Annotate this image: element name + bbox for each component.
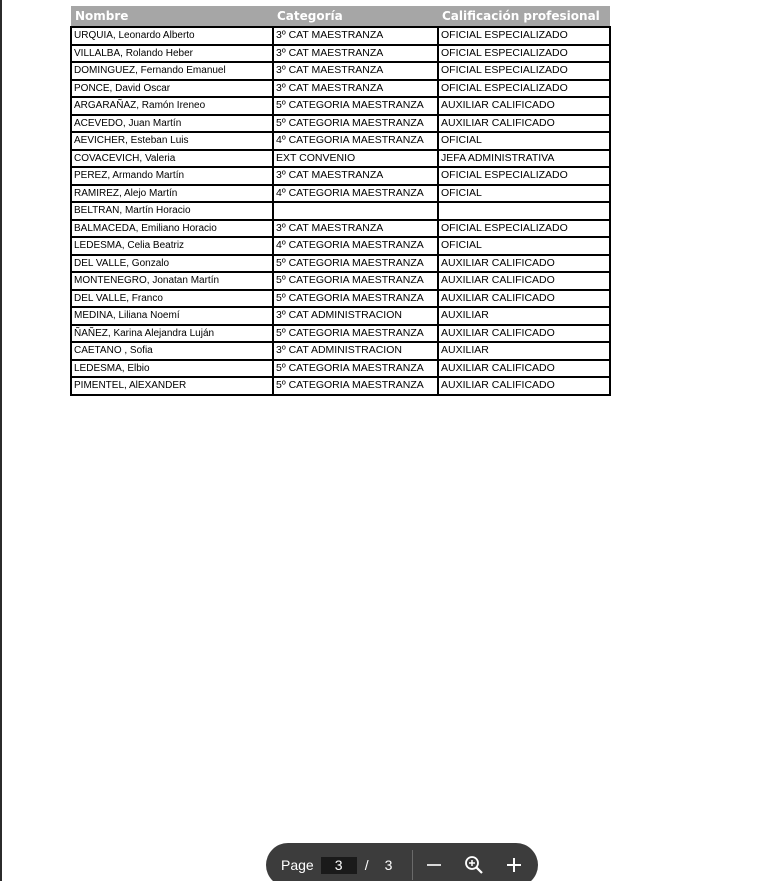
page-toolbar — [266, 843, 538, 881]
table-row — [71, 220, 610, 238]
cell-nombre: MEDINA, Liliana Noemí — [71, 307, 273, 325]
cell-calificacion: OFICIAL ESPECIALIZADO — [438, 167, 610, 185]
table-row — [71, 62, 610, 80]
total-pages: 3 — [384, 857, 393, 873]
zoom-in-button[interactable] — [499, 850, 529, 880]
zoom-in-magnifier-icon — [464, 855, 484, 875]
cell-nombre: BELTRAN, Martín Horacio — [71, 202, 273, 220]
table-row — [71, 97, 610, 115]
table-body — [71, 27, 610, 395]
cell-categoria: 5º CATEGORIA MAESTRANZA — [273, 115, 438, 133]
cell-nombre: LEDESMA, Celia Beatriz — [71, 237, 273, 255]
table-row — [71, 80, 610, 98]
table-row — [71, 290, 610, 308]
cell-calificacion: OFICIAL — [438, 237, 610, 255]
cell-calificacion: AUXILIAR — [438, 307, 610, 325]
cell-calificacion: OFICIAL ESPECIALIZADO — [438, 45, 610, 63]
cell-nombre: ÑAÑEZ, Karina Alejandra Luján — [71, 325, 273, 343]
staff-table — [70, 6, 611, 396]
cell-nombre: MONTENEGRO, Jonatan Martín — [71, 272, 273, 290]
cell-calificacion — [438, 202, 610, 220]
cell-calificacion: AUXILIAR CALIFICADO — [438, 377, 610, 395]
table-row — [71, 167, 610, 185]
cell-nombre: RAMIREZ, Alejo Martín — [71, 185, 273, 203]
cell-nombre: DEL VALLE, Franco — [71, 290, 273, 308]
table-row — [71, 185, 610, 203]
cell-categoria: 5º CATEGORIA MAESTRANZA — [273, 360, 438, 378]
cell-nombre: ACEVEDO, Juan Martín — [71, 115, 273, 133]
cell-categoria: 3º CAT MAESTRANZA — [273, 80, 438, 98]
toolbar-divider — [412, 850, 413, 880]
cell-calificacion: AUXILIAR — [438, 342, 610, 360]
cell-calificacion: OFICIAL — [438, 132, 610, 150]
cell-categoria: 4º CATEGORIA MAESTRANZA — [273, 132, 438, 150]
cell-calificacion: AUXILIAR CALIFICADO — [438, 272, 610, 290]
cell-categoria: 3º CAT MAESTRANZA — [273, 167, 438, 185]
table-row — [71, 272, 610, 290]
column-header-categoria: Categoría — [273, 6, 438, 27]
cell-calificacion: OFICIAL ESPECIALIZADO — [438, 62, 610, 80]
cell-calificacion: AUXILIAR CALIFICADO — [438, 97, 610, 115]
zoom-in-plus-icon — [505, 856, 523, 874]
table-row — [71, 202, 610, 220]
cell-categoria: EXT CONVENIO — [273, 150, 438, 168]
cell-categoria: 5º CATEGORIA MAESTRANZA — [273, 255, 438, 273]
cell-nombre: CAETANO , Sofia — [71, 342, 273, 360]
table-row — [71, 325, 610, 343]
cell-categoria: 5º CATEGORIA MAESTRANZA — [273, 377, 438, 395]
cell-categoria: 5º CATEGORIA MAESTRANZA — [273, 97, 438, 115]
cell-nombre: PONCE, David Oscar — [71, 80, 273, 98]
cell-nombre: LEDESMA, Elbio — [71, 360, 273, 378]
cell-nombre: PEREZ, Armando Martín — [71, 167, 273, 185]
table-row — [71, 45, 610, 63]
table-row — [71, 342, 610, 360]
table-row — [71, 150, 610, 168]
cell-nombre: ARGARAÑAZ, Ramón Ireneo — [71, 97, 273, 115]
table-row — [71, 377, 610, 395]
table-row — [71, 307, 610, 325]
page-number-input[interactable] — [321, 857, 357, 874]
table-header-row — [71, 6, 610, 27]
cell-nombre: URQUIA, Leonardo Alberto — [71, 27, 273, 45]
table-row — [71, 360, 610, 378]
cell-categoria: 3º CAT MAESTRANZA — [273, 27, 438, 45]
cell-categoria: 3º CAT MAESTRANZA — [273, 62, 438, 80]
cell-categoria — [273, 202, 438, 220]
cell-categoria: 3º CAT ADMINISTRACION — [273, 342, 438, 360]
cell-calificacion: AUXILIAR CALIFICADO — [438, 115, 610, 133]
cell-calificacion: OFICIAL ESPECIALIZADO — [438, 27, 610, 45]
cell-calificacion: OFICIAL ESPECIALIZADO — [438, 80, 610, 98]
zoom-out-icon — [425, 856, 443, 874]
column-header-calificacion: Calificación profesional — [438, 6, 610, 27]
cell-calificacion: AUXILIAR CALIFICADO — [438, 325, 610, 343]
cell-categoria: 5º CATEGORIA MAESTRANZA — [273, 272, 438, 290]
cell-categoria: 3º CAT MAESTRANZA — [273, 220, 438, 238]
cell-nombre: AEVICHER, Esteban Luis — [71, 132, 273, 150]
column-header-nombre: Nombre — [71, 6, 273, 27]
cell-categoria: 5º CATEGORIA MAESTRANZA — [273, 325, 438, 343]
cell-nombre: BALMACEDA, Emiliano Horacio — [71, 220, 273, 238]
cell-categoria: 3º CAT MAESTRANZA — [273, 45, 438, 63]
table-row — [71, 115, 610, 133]
page-separator: / — [364, 857, 369, 873]
table-row — [71, 27, 610, 45]
zoom-out-button[interactable] — [419, 850, 449, 880]
cell-nombre: DEL VALLE, Gonzalo — [71, 255, 273, 273]
cell-nombre: VILLALBA, Rolando Heber — [71, 45, 273, 63]
cell-calificacion: AUXILIAR CALIFICADO — [438, 255, 610, 273]
cell-categoria: 4º CATEGORIA MAESTRANZA — [273, 237, 438, 255]
cell-categoria: 5º CATEGORIA MAESTRANZA — [273, 290, 438, 308]
cell-calificacion: OFICIAL — [438, 185, 610, 203]
cell-nombre: DOMINGUEZ, Fernando Emanuel — [71, 62, 273, 80]
cell-categoria: 3º CAT ADMINISTRACION — [273, 307, 438, 325]
table-row — [71, 237, 610, 255]
table-row — [71, 132, 610, 150]
cell-nombre: COVACEVICH, Valeria — [71, 150, 273, 168]
document-page — [2, 0, 780, 881]
cell-calificacion: AUXILIAR CALIFICADO — [438, 360, 610, 378]
page-label: Page — [281, 857, 314, 873]
fit-zoom-button[interactable] — [459, 850, 489, 880]
cell-calificacion: OFICIAL ESPECIALIZADO — [438, 220, 610, 238]
table-row — [71, 255, 610, 273]
cell-categoria: 4º CATEGORIA MAESTRANZA — [273, 185, 438, 203]
cell-nombre: PIMENTEL, AlEXANDER — [71, 377, 273, 395]
cell-calificacion: JEFA ADMINISTRATIVA — [438, 150, 610, 168]
cell-calificacion: AUXILIAR CALIFICADO — [438, 290, 610, 308]
